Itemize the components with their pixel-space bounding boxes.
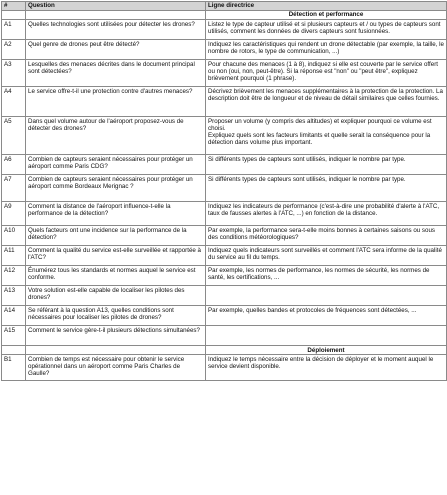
row-guideline <box>206 286 447 306</box>
row-question: Quelles technologies sont utilisées pour détecter les drones? <box>26 20 206 40</box>
row-question: Combien de capteurs seraient nécessaires pour protéger un aéroport comme Paris CDG? <box>26 155 206 175</box>
row-question: Votre solution est-elle capable de localiser les pilotes des drones? <box>26 286 206 306</box>
table-body <box>2 11 447 381</box>
row-id: A1 <box>2 20 26 40</box>
row-id: B1 <box>2 355 26 381</box>
row-guideline: Par exemple, quelles bandes et protocoles de fréquences sont détectées, ... <box>206 306 447 326</box>
section-header-row <box>2 346 447 355</box>
table-row <box>2 40 447 60</box>
row-question: Comment le service gère-t-il plusieurs détections simultanées? <box>26 326 206 346</box>
header-question: Question <box>26 2 206 11</box>
row-guideline: Pour chacune des menaces (1 à 8), indiquez si elle est couverte par le service offert ou non (oui, non, peut-être). Si la réponse est "non" ou "peut être", expliquez brièvement pourquoi (1 phrase). <box>206 60 447 87</box>
table-row <box>2 60 447 87</box>
row-question: Quel genre de drones peut être détecté? <box>26 40 206 60</box>
row-question: Énumérez tous les standards et normes auquel le service est conforme. <box>26 266 206 286</box>
table-row <box>2 246 447 266</box>
row-question: Comment la qualité du service est-elle surveillée et rapportée à l'ATC? <box>26 246 206 266</box>
table-row <box>2 355 447 381</box>
row-guideline: Indiquez les indicateurs de performance (c'est-à-dire une probabilité d'alerte à l'ATC, taux de fausses alertes à l'ATC, ...) en fonction de la distance. <box>206 202 447 226</box>
row-id: A12 <box>2 266 26 286</box>
row-question: Dans quel volume autour de l'aéroport proposez-vous de détecter des drones? <box>26 117 206 155</box>
row-id: A15 <box>2 326 26 346</box>
row-question: Lesquelles des menaces décrites dans le document principal sont détectées? <box>26 60 206 87</box>
table-row <box>2 117 447 155</box>
table-row <box>2 326 447 346</box>
row-id: A10 <box>2 226 26 246</box>
table-row <box>2 286 447 306</box>
table-row <box>2 175 447 202</box>
row-id: A6 <box>2 155 26 175</box>
header-guideline: Ligne directrice <box>206 2 447 11</box>
row-question: Le service offre-t-il une protection contre d'autres menaces? <box>26 87 206 117</box>
row-guideline: Indiquez quels indicateurs sont surveillés et comment l'ATC sera informe de la qualité du service au fil du temps. <box>206 246 447 266</box>
section-title: Détection et performance <box>206 11 447 20</box>
row-guideline: Si différents types de capteurs sont utilisés, indiquer le nombre par type. <box>206 155 447 175</box>
table-header-row <box>2 2 447 11</box>
row-id: A5 <box>2 117 26 155</box>
table-row <box>2 306 447 326</box>
questionnaire-table <box>1 1 447 381</box>
row-id: A14 <box>2 306 26 326</box>
row-id: A13 <box>2 286 26 306</box>
document-page <box>1 1 446 381</box>
table-row <box>2 202 447 226</box>
row-id: A2 <box>2 40 26 60</box>
row-id: A4 <box>2 87 26 117</box>
row-question: Quels facteurs ont une incidence sur la performance de la détection? <box>26 226 206 246</box>
table-row <box>2 226 447 246</box>
header-number: # <box>2 2 26 11</box>
row-question: Comment la distance de l'aéroport influence-t-elle la performance de la détection? <box>26 202 206 226</box>
row-guideline: Proposer un volume (y compris des altitudes) et expliquer pourquoi ce volume est choisi. Expliquez quels sont les facteurs limitants et quelle serait la conséquence pour la détection dans volume plus important. <box>206 117 447 155</box>
row-id: A9 <box>2 202 26 226</box>
table-row <box>2 20 447 40</box>
row-guideline: Listez le type de capteur utilisé et si plusieurs capteurs et / ou types de capteurs sont utilisés, comment les données de divers capteurs sont fusionnées. <box>206 20 447 40</box>
row-guideline: Si différents types de capteurs sont utilisés, indiquer le nombre par type. <box>206 175 447 202</box>
table-row <box>2 266 447 286</box>
row-id: A3 <box>2 60 26 87</box>
table-row <box>2 87 447 117</box>
section-title: Déploiement <box>206 346 447 355</box>
row-id: A7 <box>2 175 26 202</box>
row-question: Combien de capteurs seraient nécessaires pour protéger un aéroport comme Bordeaux Merignac ? <box>26 175 206 202</box>
row-guideline: Par exemple, les normes de performance, les normes de sécurité, les normes de santé, les certifications, ... <box>206 266 447 286</box>
row-guideline: Par exemple, la performance sera-t-elle moins bonnes à certaines saisons ou sous des conditions météorologiques? <box>206 226 447 246</box>
row-guideline: Décrivez brièvement les menaces supplémentaires à la protection de la protection. La description doit être de longueur et de niveau de détail similaires que celles fournies. <box>206 87 447 117</box>
row-question: Combien de temps est nécessaire pour obtenir le service opérationnel dans un aéroport comme Paris Charles de Gaulle? <box>26 355 206 381</box>
row-question: Se référant à la question A13, quelles conditions sont nécessaires pour localiser les pilotes de drones? <box>26 306 206 326</box>
row-guideline: Indiquez les caractéristiques qui rendent un drone détectable (par exemple, la taille, le nombre de rotors, le type de communication, ...) <box>206 40 447 60</box>
section-header-row <box>2 11 447 20</box>
row-guideline <box>206 326 447 346</box>
row-id: A11 <box>2 246 26 266</box>
row-guideline: Indiquez le temps nécessaire entre la décision de déployer et le moment auquel le service devient disponible. <box>206 355 447 381</box>
table-row <box>2 155 447 175</box>
